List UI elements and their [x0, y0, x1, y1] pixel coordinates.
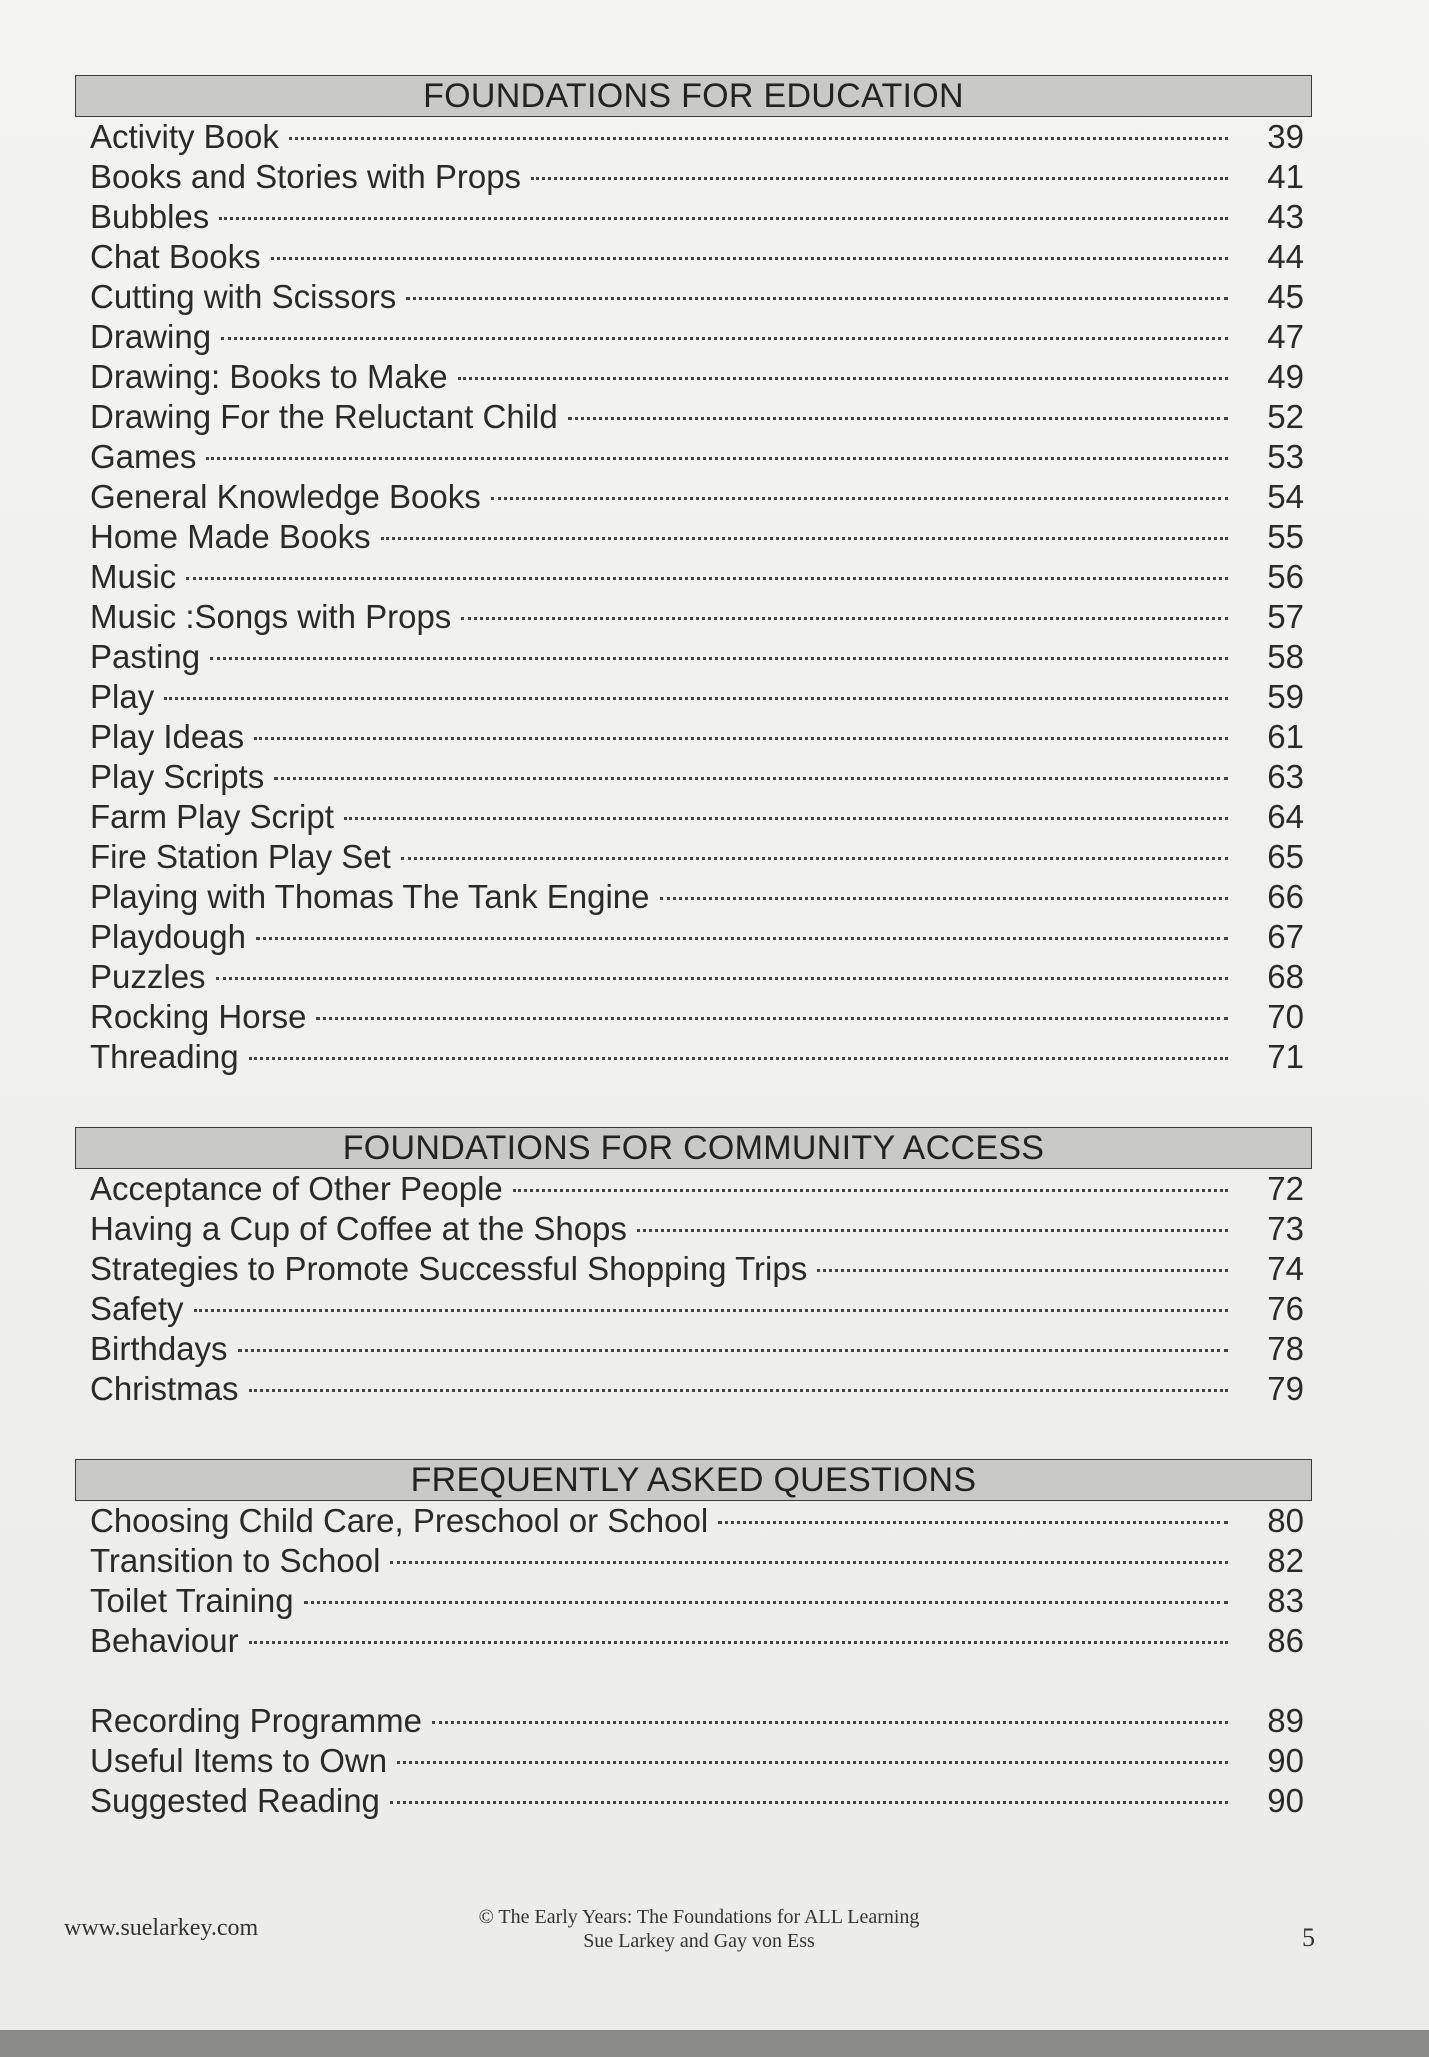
- dot-leader: [401, 857, 1228, 860]
- toc-entry: [70, 597, 1304, 637]
- toc-entry-page: 39: [1267, 118, 1304, 155]
- toc-entry-title: Playing with Thomas The Tank Engine: [90, 878, 650, 915]
- dot-leader: [304, 1601, 1228, 1604]
- footer-credit: [404, 1905, 994, 1953]
- toc-entry-title: Safety: [90, 1290, 184, 1327]
- toc-entry: [70, 557, 1304, 597]
- dot-leader: [249, 1389, 1228, 1392]
- dot-leader: [461, 617, 1228, 620]
- dot-leader: [221, 337, 1228, 340]
- toc-entry-page: 41: [1267, 158, 1304, 195]
- toc-entry: [70, 437, 1304, 477]
- dot-leader: [164, 697, 1228, 700]
- toc-entry-page: 70: [1267, 998, 1304, 1035]
- dot-leader: [660, 897, 1228, 900]
- toc-entry-page: 57: [1267, 598, 1304, 635]
- dot-leader: [406, 297, 1228, 300]
- toc-entry: [70, 357, 1304, 397]
- toc-entry: [70, 1701, 1304, 1741]
- toc-entry-title: Strategies to Promote Successful Shopping Trips: [90, 1250, 808, 1287]
- toc-entry-page: 53: [1267, 438, 1304, 475]
- toc-entry-page: 54: [1267, 478, 1304, 515]
- toc-entry-title: Music :Songs with Props: [90, 598, 452, 635]
- dot-leader: [210, 657, 1228, 660]
- toc-entry-title: Toilet Training: [90, 1582, 294, 1619]
- toc-entry-page: 66: [1267, 878, 1304, 915]
- toc-entry-title: Play: [90, 678, 155, 715]
- toc-entry-title: Birthdays: [90, 1330, 228, 1367]
- dot-leader: [219, 217, 1228, 220]
- toc-entry: [70, 117, 1304, 157]
- toc-entry: [70, 1169, 1304, 1209]
- dot-leader: [256, 937, 1228, 940]
- toc-entry: [70, 717, 1304, 757]
- table-of-contents: [70, 75, 1304, 1821]
- toc-entry-page: 73: [1267, 1210, 1304, 1247]
- toc-entry-page: 64: [1267, 798, 1304, 835]
- dot-leader: [316, 1017, 1228, 1020]
- toc-entry-title: Farm Play Script: [90, 798, 334, 835]
- toc-entry: [70, 1621, 1304, 1661]
- toc-entry-page: 52: [1267, 398, 1304, 435]
- toc-entry-page: 43: [1267, 198, 1304, 235]
- toc-entry: [70, 917, 1304, 957]
- toc-entry-title: Suggested Reading: [90, 1782, 380, 1819]
- page-edge-shadow: [0, 2030, 1429, 2057]
- toc-entry-title: Home Made Books: [90, 518, 371, 555]
- toc-entry-title: Christmas: [90, 1370, 239, 1407]
- dot-leader: [274, 777, 1228, 780]
- dot-leader: [216, 977, 1228, 980]
- toc-entry-title: Fire Station Play Set: [90, 838, 391, 875]
- toc-entry-title: Playdough: [90, 918, 246, 955]
- toc-entry: [70, 1329, 1304, 1369]
- toc-entry-title: Activity Book: [90, 118, 279, 155]
- toc-entry: [70, 1209, 1304, 1249]
- toc-entry-page: 82: [1267, 1542, 1304, 1579]
- dot-leader: [206, 457, 1228, 460]
- toc-entry-page: 79: [1267, 1370, 1304, 1407]
- toc-entry-title: Choosing Child Care, Preschool or School: [90, 1502, 709, 1539]
- dot-leader: [254, 737, 1228, 740]
- toc-entry-list: [70, 117, 1304, 1077]
- dot-leader: [186, 577, 1228, 580]
- toc-entry-page: 72: [1267, 1170, 1304, 1207]
- toc-entry-title: Drawing: Books to Make: [90, 358, 448, 395]
- dot-leader: [491, 497, 1228, 500]
- page-number: 5: [1302, 1923, 1315, 1952]
- dot-leader: [249, 1641, 1228, 1644]
- dot-leader: [513, 1189, 1228, 1192]
- toc-entry-title: Books and Stories with Props: [90, 158, 522, 195]
- toc-entry: [70, 277, 1304, 317]
- toc-entry: [70, 237, 1304, 277]
- toc-entry: [70, 197, 1304, 237]
- dot-leader: [718, 1521, 1228, 1524]
- toc-entry-title: Rocking Horse: [90, 998, 307, 1035]
- toc-section: [70, 1459, 1304, 1821]
- toc-entry: [70, 957, 1304, 997]
- toc-entry-page: 45: [1267, 278, 1304, 315]
- dot-leader: [194, 1309, 1228, 1312]
- toc-entry: [70, 1037, 1304, 1077]
- toc-entry: [70, 1289, 1304, 1329]
- section-heading: FOUNDATIONS FOR EDUCATION: [75, 75, 1312, 117]
- dot-leader: [458, 377, 1228, 380]
- toc-entry: [70, 477, 1304, 517]
- dot-leader: [381, 537, 1228, 540]
- toc-entry-title: Games: [90, 438, 197, 475]
- toc-entry-title: Play Ideas: [90, 718, 245, 755]
- toc-entry-page: 59: [1267, 678, 1304, 715]
- toc-entry: [70, 1741, 1304, 1781]
- toc-entry-page: 47: [1267, 318, 1304, 355]
- toc-entry: [70, 757, 1304, 797]
- toc-entry-title: Drawing: [90, 318, 212, 355]
- dot-leader: [344, 817, 1228, 820]
- toc-entry-title: Play Scripts: [90, 758, 265, 795]
- dot-leader: [390, 1561, 1228, 1564]
- toc-entry-page: 90: [1267, 1742, 1304, 1779]
- toc-entry-page: 63: [1267, 758, 1304, 795]
- toc-entry: [70, 997, 1304, 1037]
- toc-section: [70, 1127, 1304, 1409]
- footer-website: www.suelarkey.com: [64, 1915, 259, 1941]
- toc-entry: [70, 1541, 1304, 1581]
- toc-entry-title: Music: [90, 558, 177, 595]
- toc-entry-page: 76: [1267, 1290, 1304, 1327]
- dot-leader: [432, 1721, 1228, 1724]
- toc-entry: [70, 837, 1304, 877]
- toc-entry: [70, 1501, 1304, 1541]
- toc-entry-page: 80: [1267, 1502, 1304, 1539]
- toc-entry-page: 89: [1267, 1702, 1304, 1739]
- toc-entry-page: 74: [1267, 1250, 1304, 1287]
- toc-entry-list: [70, 1169, 1304, 1409]
- toc-entry-page: 86: [1267, 1622, 1304, 1659]
- dot-leader: [289, 137, 1228, 140]
- toc-entry-title: Pasting: [90, 638, 201, 675]
- toc-entry-title: Having a Cup of Coffee at the Shops: [90, 1210, 627, 1247]
- toc-entry-page: 90: [1267, 1782, 1304, 1819]
- toc-entry: [70, 397, 1304, 437]
- footer-authors: Sue Larkey and Gay von Ess: [583, 1930, 815, 1952]
- toc-entry-title: Threading: [90, 1038, 239, 1075]
- toc-entry-page: 67: [1267, 918, 1304, 955]
- toc-entry-page: 71: [1267, 1038, 1304, 1075]
- toc-entry-page: 55: [1267, 518, 1304, 555]
- dot-leader: [637, 1229, 1228, 1232]
- dot-leader: [238, 1349, 1228, 1352]
- toc-entry-page: 58: [1267, 638, 1304, 675]
- toc-entry: [70, 1781, 1304, 1821]
- toc-entry: [70, 877, 1304, 917]
- dot-leader: [568, 417, 1228, 420]
- toc-entry-title: General Knowledge Books: [90, 478, 481, 515]
- toc-entry: [70, 797, 1304, 837]
- dot-leader: [271, 257, 1228, 260]
- toc-entry: [70, 517, 1304, 557]
- section-heading: FOUNDATIONS FOR COMMUNITY ACCESS: [75, 1127, 1312, 1169]
- dot-leader: [531, 177, 1228, 180]
- toc-entry-page: 49: [1267, 358, 1304, 395]
- toc-entry: [70, 677, 1304, 717]
- toc-entry-title: Bubbles: [90, 198, 210, 235]
- toc-entry-title: Drawing For the Reluctant Child: [90, 398, 558, 435]
- toc-entry-page: 61: [1267, 718, 1304, 755]
- toc-entry: [70, 637, 1304, 677]
- dot-leader: [817, 1269, 1228, 1272]
- toc-entry-title: Transition to School: [90, 1542, 381, 1579]
- toc-entry-page: 56: [1267, 558, 1304, 595]
- toc-section: [70, 75, 1304, 1077]
- footer-copyright: © The Early Years: The Foundations for ALL Learning: [478, 1906, 920, 1928]
- toc-entry: [70, 317, 1304, 357]
- toc-entry-title: Behaviour: [90, 1622, 239, 1659]
- spacer: [70, 1661, 1304, 1701]
- toc-entry-title: Recording Programme: [90, 1702, 422, 1739]
- toc-entry-title: Useful Items to Own: [90, 1742, 388, 1779]
- dot-leader: [390, 1801, 1228, 1804]
- toc-entry-title: Cutting with Scissors: [90, 278, 397, 315]
- toc-entry-page: 65: [1267, 838, 1304, 875]
- toc-entry: [70, 1369, 1304, 1409]
- toc-entry-page: 83: [1267, 1582, 1304, 1619]
- toc-entry-page: 78: [1267, 1330, 1304, 1367]
- toc-entry: [70, 157, 1304, 197]
- toc-entry-title: Acceptance of Other People: [90, 1170, 503, 1207]
- toc-entry-list: [70, 1501, 1304, 1821]
- toc-entry-title: Chat Books: [90, 238, 261, 275]
- toc-entry-page: 44: [1267, 238, 1304, 275]
- toc-entry-title: Puzzles: [90, 958, 206, 995]
- toc-entry-page: 68: [1267, 958, 1304, 995]
- toc-entry: [70, 1249, 1304, 1289]
- dot-leader: [397, 1761, 1228, 1764]
- dot-leader: [249, 1057, 1228, 1060]
- toc-entry: [70, 1581, 1304, 1621]
- section-heading: FREQUENTLY ASKED QUESTIONS: [75, 1459, 1312, 1501]
